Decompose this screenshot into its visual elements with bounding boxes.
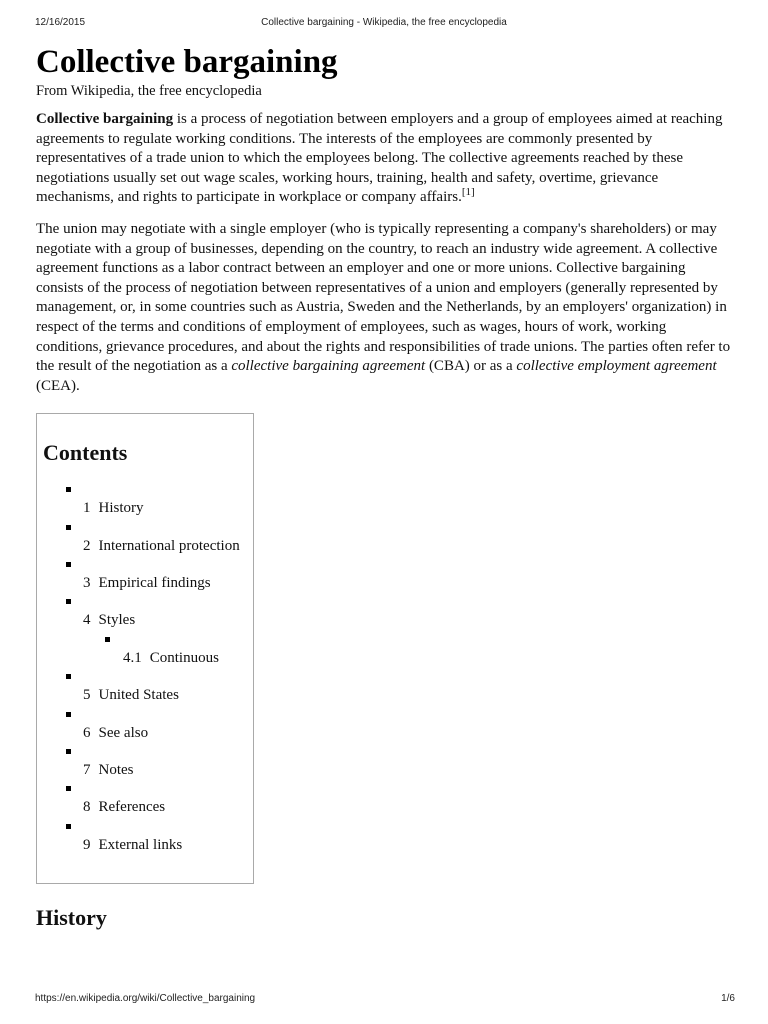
intro-paragraph-1-text: is a process of negotiation between employers and a group of employees aimed at reaching agreements to regulate working conditions. The interests of the employees are commonly presented by representatives of a trade union to which the employees belong. The collective agreements reached by these negotiations usually set out wage scales, working hours, training, health and safety, overtime, grievance mechanisms, and rights to participate in workplace or company affairs. xyxy=(36,111,723,206)
toc-link[interactable] xyxy=(83,760,134,780)
toc-item-united-states[interactable] xyxy=(43,674,253,711)
toc-link[interactable] xyxy=(83,610,135,630)
intro-paragraph-2-end: (CEA). xyxy=(36,377,80,394)
bullet-icon xyxy=(66,562,71,567)
toc-number: 4.1 xyxy=(123,649,142,666)
toc-number: 2 xyxy=(83,537,91,554)
toc-item-references[interactable] xyxy=(43,786,253,823)
bullet-icon xyxy=(66,487,71,492)
toc-number: 4 xyxy=(83,612,91,629)
bullet-icon xyxy=(66,599,71,604)
print-date: 12/16/2015 xyxy=(35,17,86,28)
article-content xyxy=(36,42,732,931)
toc-link[interactable] xyxy=(83,835,182,855)
toc-label: International protection xyxy=(98,537,240,554)
toc-label: See also xyxy=(98,724,149,741)
toc-number: 1 xyxy=(83,500,91,517)
toc-item-continuous[interactable] xyxy=(43,637,253,674)
intro-paragraph-2 xyxy=(36,220,732,396)
toc-link[interactable] xyxy=(83,685,179,705)
toc-link[interactable] xyxy=(83,498,144,518)
bullet-icon xyxy=(66,712,71,717)
toc-label: Continuous xyxy=(149,649,219,666)
toc-item-external-links[interactable] xyxy=(43,824,253,861)
toc-label: History xyxy=(98,500,144,517)
toc-link[interactable] xyxy=(123,648,219,668)
print-url: https://en.wikipedia.org/wiki/Collective_bargaining xyxy=(35,993,256,1004)
print-footer xyxy=(0,993,768,1007)
page-count: 1/6 xyxy=(721,993,735,1004)
toc-label: External links xyxy=(98,836,183,853)
toc-item-styles[interactable] xyxy=(43,599,253,636)
toc-number: 8 xyxy=(83,799,91,816)
print-header xyxy=(0,17,768,31)
toc-number: 6 xyxy=(83,724,91,741)
bullet-icon xyxy=(66,674,71,679)
toc-link[interactable] xyxy=(83,573,211,593)
toc-link[interactable] xyxy=(83,536,240,556)
toc-list xyxy=(43,487,253,861)
reference-link[interactable]: [1] xyxy=(461,186,475,199)
toc-title: Contents xyxy=(43,440,128,466)
toc-item-history[interactable] xyxy=(43,487,253,524)
bullet-icon xyxy=(66,525,71,530)
intro-paragraph-2-text: The union may negotiate with a single employer (who is typically representing a company's shareholders) or may negotiate with a group of businesses, depending on the country, to reach an industry wide agreement. A collective agreement functions as a labor contract between an employer and one or more unions. Collective bargaining consists of the process of negotiation between representatives of a union and employers (generally represented by management, or, in some countries such as Austria, Sweden and the Netherlands, by an employers' organization) in respect of the terms and conditions of employment of employees, such as wages, hours of work, working conditions, grievance procedures, and about the rights and responsibilities of trade unions. The parties often refer to the result of the negotiation as a xyxy=(36,220,731,375)
toc-number: 7 xyxy=(83,762,91,779)
toc-item-notes[interactable] xyxy=(43,749,253,786)
table-of-contents xyxy=(36,413,254,884)
toc-label: United States xyxy=(98,687,179,704)
toc-item-empirical-findings[interactable] xyxy=(43,562,253,599)
bullet-icon xyxy=(66,786,71,791)
toc-label: References xyxy=(98,799,166,816)
toc-label: Styles xyxy=(98,612,136,629)
section-heading-history: History xyxy=(36,905,107,931)
intro-paragraph-2-mid: (CBA) or as a xyxy=(425,358,517,375)
toc-number: 5 xyxy=(83,687,91,704)
toc-label: Notes xyxy=(98,762,134,779)
bullet-icon xyxy=(66,824,71,829)
page-title: Collective bargaining xyxy=(36,44,338,80)
bullet-icon xyxy=(66,749,71,754)
toc-number: 3 xyxy=(83,575,91,592)
italic-term-cea: collective employment agreement xyxy=(516,358,717,375)
toc-item-international-protection[interactable] xyxy=(43,525,253,562)
italic-term-cba: collective bargaining agreement xyxy=(231,358,426,375)
toc-link[interactable] xyxy=(83,797,165,817)
bullet-icon xyxy=(105,637,110,642)
intro-paragraph-1 xyxy=(36,110,732,208)
print-document-title: Collective bargaining - Wikipedia, the free encyclopedia xyxy=(261,17,507,28)
toc-number: 9 xyxy=(83,836,91,853)
bold-term: Collective bargaining xyxy=(36,111,174,127)
toc-item-see-also[interactable] xyxy=(43,712,253,749)
tagline: From Wikipedia, the free encyclopedia xyxy=(36,83,262,99)
toc-link[interactable] xyxy=(83,723,148,743)
toc-label: Empirical findings xyxy=(98,575,211,592)
